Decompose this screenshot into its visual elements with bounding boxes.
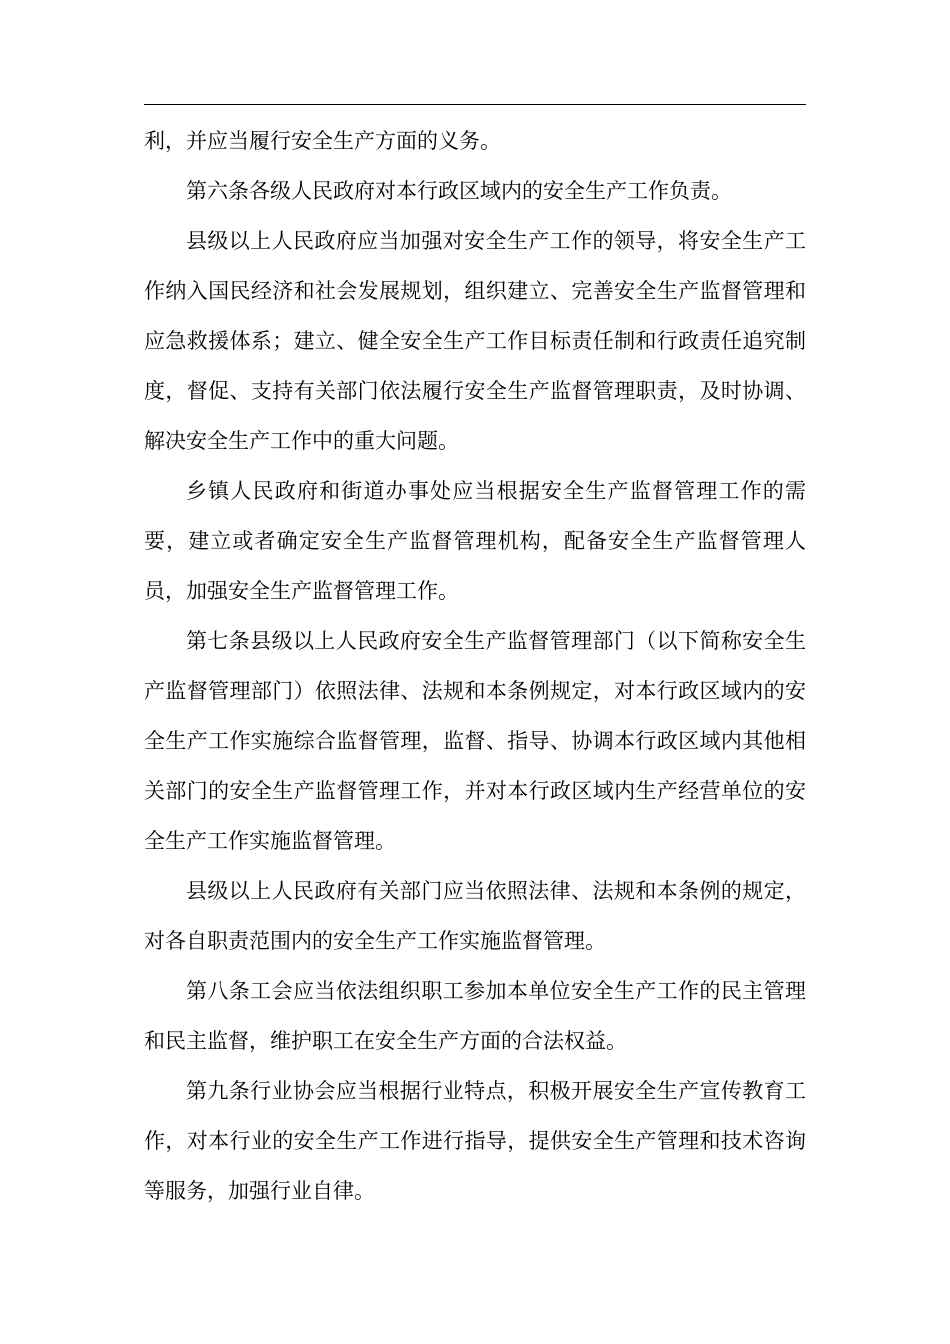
paragraph-article-6: 第六条各级人民政府对本行政区域内的安全生产工作负责。 — [186, 179, 732, 203]
paragraph-continuation: 利，并应当履行安全生产方面的义务。 — [144, 129, 501, 153]
paragraph-article-9: 第九条行业协会应当根据行业特点，积极开展安全生产宣传教育工作，对本行业的安全生产工作进行指导，提供安全生产管理和技术咨询等服务，加强行业自律。 — [144, 1079, 806, 1203]
paragraph-related-departments: 县级以上人民政府有关部门应当依照法律、法规和本条例的规定，对各自职责范围内的安全生产工作实施监督管理。 — [144, 879, 806, 953]
header-rule — [144, 104, 806, 105]
document-body — [144, 116, 806, 1216]
paragraph-township-government: 乡镇人民政府和街道办事处应当根据安全生产监督管理工作的需要，建立或者确定安全生产监督管理机构，配备安全生产监督管理人员，加强安全生产监督管理工作。 — [144, 479, 806, 603]
paragraph-article-7: 第七条县级以上人民政府安全生产监督管理部门（以下简称安全生产监督管理部门）依照法律、法规和本条例规定，对本行政区域内的安全生产工作实施综合监督管理，监督、指导、协调本行政区域内其他相关部门的安全生产监督管理工作，并对本行政区域内生产经营单位的安全生产工作实施监督管理。 — [144, 629, 806, 853]
paragraph-article-8: 第八条工会应当依法组织职工参加本单位安全生产工作的民主管理和民主监督，维护职工在安全生产方面的合法权益。 — [144, 979, 806, 1053]
paragraph-county-government: 县级以上人民政府应当加强对安全生产工作的领导，将安全生产工作纳入国民经济和社会发展规划，组织建立、完善安全生产监督管理和应急救援体系；建立、健全安全生产工作目标责任制和行政责任追究制度，督促、支持有关部门依法履行安全生产监督管理职责，及时协调、解决安全生产工作中的重大问题。 — [144, 229, 806, 453]
